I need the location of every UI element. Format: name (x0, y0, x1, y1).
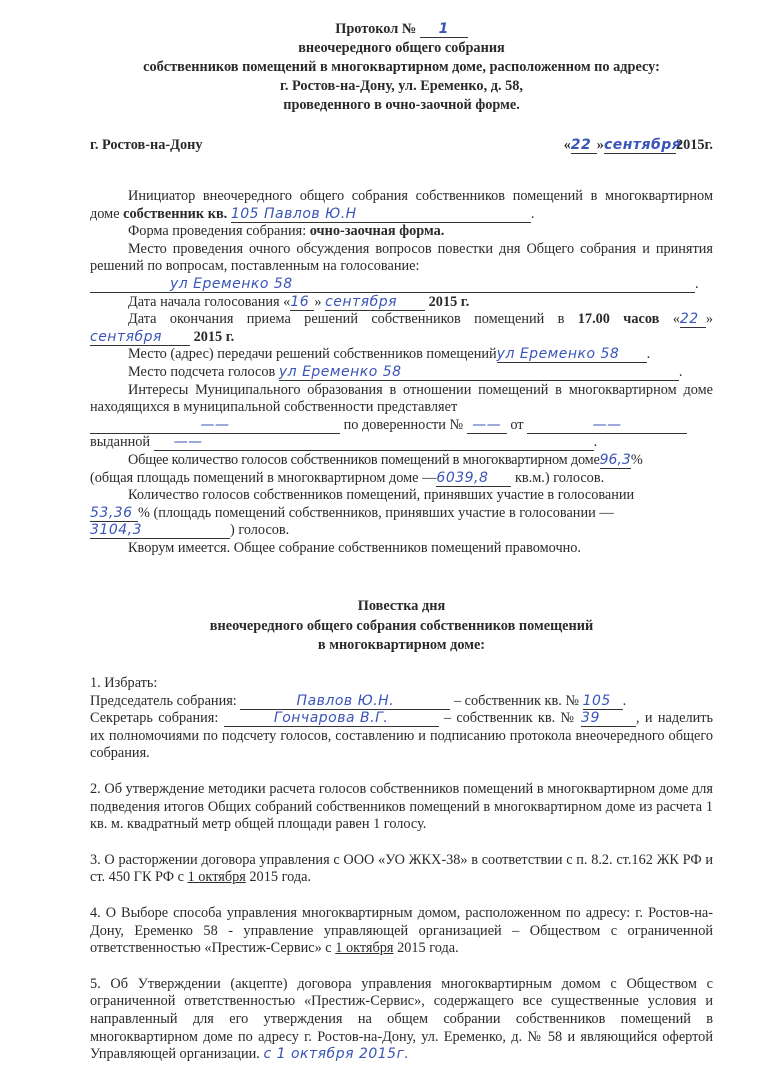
agenda-items: 1. Избрать: Председатель собрания: Павлов Ю.Н. – собственник кв. № 105 . Секретарь собрания: Гончарова В.Г. – собственник кв. № 39 , и наделить их полномочиями по подсчету голосов, составлению и подписанию протокола внеочередного общего собрания. 2. Об утверждение методики расчета голосов собственников помещений в многоквартирном доме для подведения итогов Общих собраний собственников помещений в многоквартирном доме из расчета 1 кв. м. квадратный метр общей площади равен 1 голосу. 3. О расторжении договора управления с ООО «УО ЖКХ-38» в соответствии с п. 8.2. ст.162 ЖК РФ и ст. 450 ГК РФ с 1 октября 2015 года. 4. О Выборе способа управления многоквартирным домом, расположенном по адресу: г. Ростов-на-Дону, Еременко 58 - управление управляющей организацией – Обществом с ограниченной ответственностью «Престиж-Сервис» с 1 октября 2015 года. 5. Об Утверждении (акцепте) договора управления многоквартирным домом с Обществом с ограниченной ответственностью «Престиж-Сервис», содержащего все существенные условия и направленный для его утверждения на общем собрании собственников помещений в многоквартирном доме по адресу г. Ростов-на-Дону, ул. Еременко, д. № 58 и являющийся офертой Управляющей организации. с 1 октября 2015г. (90, 675, 713, 1063)
agenda-item-4-date: 1 октября (335, 940, 394, 957)
end-day: 22 (680, 312, 706, 328)
part-area-text: (площадь помещений собственников, принявших участие в голосовании — (153, 504, 614, 521)
date-day: 22 (571, 138, 597, 154)
date-year: 2015г. (675, 137, 713, 153)
end-time: 17.00 часов (577, 311, 660, 328)
part-area: 3104,3 (90, 523, 230, 539)
protocol-number: 1 (420, 22, 468, 38)
city: г. Ростов-на-Дону (90, 137, 203, 153)
start-month: сентября (325, 295, 425, 311)
secretary-label: Секретарь собрания: (90, 710, 219, 727)
secretary-tail: – собственник кв. № (443, 710, 576, 727)
agenda-title: в многоквартирном доме: (317, 637, 486, 653)
agenda-item-5-handwritten: с 1 октября 2015г. (263, 1046, 410, 1063)
document-header (90, 20, 713, 115)
secretary-value: Гончарова В.Г. (224, 711, 439, 727)
initiator-text: Инициатор внеочередного общего собрания собственников помещений в многоквартирном доме (90, 188, 713, 222)
place-date-row: г. Ростов-на-Дону «22 »сентября2015г. (90, 137, 713, 153)
part-tail: ) голосов. (230, 522, 290, 539)
agenda-item-4: 4. О Выборе способа управления многоквартирным домом, расположенном по адресу: г. Ростов-на-Дону, Еременко 58 - управление управляющей организацией – Обществом с ограниченной ответственностью «Престиж-Сервис» с (90, 904, 713, 957)
agenda-title: Повестка дня (357, 598, 446, 614)
count-value: ул Еременко 58 (279, 365, 679, 381)
total-percent: 96,3 (599, 451, 631, 468)
transfer-label: Место (адрес) передачи решений собственников помещений (128, 346, 497, 363)
protocol-label: Протокол № (335, 21, 417, 37)
agenda-item-3-tail: 2015 года. (249, 869, 312, 886)
end-text: Дата окончания приема решений собственников помещений в (128, 311, 565, 328)
place-value: ул Еременко 58 (90, 277, 695, 293)
agenda-item-3-date: 1 октября (187, 869, 246, 886)
issued-value: —— (154, 435, 594, 451)
representative-value: —— (90, 418, 340, 434)
end-year: 2015 г. (193, 328, 235, 345)
proxy-label: по доверенности № (343, 416, 464, 433)
total-area: 6039,8 (436, 471, 511, 487)
from-label: от (510, 416, 524, 433)
initiator-bold: собственник кв. (123, 205, 228, 222)
start-day: 16 (290, 295, 314, 311)
quorum-text: Кворум имеется. Общее собрание собственников помещений правомочно. (128, 539, 582, 556)
header-address: г. Ростов-на-Дону, ул. Еременко, д. 58, (280, 78, 523, 94)
form-label: Форма проведения собрания: (128, 223, 307, 240)
agenda-item-4-tail: 2015 года. (397, 940, 459, 957)
proxy-date: —— (527, 418, 687, 434)
place-text: Место проведения очного обсуждения вопросов повестки дня Общего собрания и принятия решений по вопросам, поставленным на голосование: (90, 240, 713, 275)
header-line: проведенного в очно-заочной форме. (283, 97, 520, 113)
agenda-item-3: 3. О расторжении договора управления с ООО «УО ЖКХ-38» в соответствии с п. 8.2. ст.162 ЖК РФ и ст. 450 ГК РФ с (90, 851, 713, 886)
agenda-heading (90, 597, 713, 656)
end-month: сентября (90, 330, 190, 346)
header-line: собственников помещений в многоквартирном доме, расположенном по адресу: (143, 59, 660, 75)
agenda-item-1-rest: , и наделить их полномочиями по подсчету голосов, составлению и подписанию протокола внеочередного общего собрания. (90, 710, 713, 762)
total-area-unit: кв.м.) голосов. (514, 469, 605, 486)
part-percent: 53,36 (90, 506, 138, 522)
total-text: Общее количество голосов собственников помещений в многоквартирном доме (128, 451, 600, 468)
agenda-item-5: 5. Об Утверждении (акцепте) договора управления многоквартирным домом с Обществом с ограниченной ответственностью «Престиж-Сервис», содержащего все существенные условия и направленный для его утверждения на общем собрании собственников помещений в многоквартирном доме по адресу г. Ростов-на-Дону, ул. Еременко, д. № 58 и являющийся офертой Управляющей организации. (90, 975, 713, 1063)
initiator-value: 105 Павлов Ю.Н (231, 207, 531, 223)
issued-label: выданной (90, 434, 151, 451)
secretary-apartment: 39 (581, 711, 636, 727)
chair-tail: – собственник кв. № (453, 692, 579, 709)
start-year: 2015 г. (428, 293, 470, 310)
date-month: сентября (603, 137, 682, 153)
total-area-text: (общая площадь помещений в многоквартирном доме — (90, 469, 437, 486)
chair-apartment: 105 (583, 694, 623, 710)
header-line: внеочередного общего собрания (298, 40, 505, 56)
part-text: Количество голосов собственников помещений, принявших участие в голосовании (128, 487, 635, 504)
form-value: очно-заочная форма. (309, 223, 445, 240)
count-label: Место подсчета голосов (128, 363, 276, 380)
intro-section: Инициатор внеочередного общего собрания собственников помещений в многоквартирном доме собственник кв. 105 Павлов Ю.Н . Форма проведения собрания: очно-заочная форма. Место проведения очного обсуждения вопросов повестки дня Общего собрания и принятия решений по вопросам, поставленным на голосование: ул Еременко 58 . Дата начала голосования «16 » сентября 2015 г. Дата окончания приема решений собственников помещений в 17.00 часов «22 »сентября 2015 г. Место (адрес) передачи решений собственников помещенийул Еременко 58 . Место подсчета голосов ул Еременко 58 . Интересы Муниципального образования в отношении помещений в многоквартирном доме находящихся в муниципальной собственности представляет —— по доверенности № —— от —— выданной —— . Общее количество голосов собственников помещений в многоквартирном доме96,3% (общая площадь помещений в многоквартирном доме —6039,8 кв.м.) голосов. Количество голосов собственников помещений, принявших участие в голосовании 53,36 % (площадь помещений собственников, принявших участие в голосовании — 3104,3 ) голосов. Кворум имеется. Общее собрание собственников помещений правомочно. (90, 188, 714, 556)
agenda-item-2: 2. Об утверждение методики расчета голосов собственников помещений в многоквартирном доме для подведения итогов Общих собраний собственников помещений в многоквартирном доме из расчета 1 кв. м. квадратный метр общей площади равен 1 голосу. (90, 780, 713, 833)
chair-value: Павлов Ю.Н. (240, 694, 450, 710)
agenda-item-1-head: 1. Избрать: (90, 675, 158, 691)
transfer-value: ул Еременко 58 (497, 347, 647, 363)
start-label: Дата начала голосования « (128, 293, 291, 310)
chair-label: Председатель собрания: (90, 692, 237, 709)
proxy-number: —— (467, 418, 507, 434)
agenda-title: внеочередного общего собрания собственников помещений (209, 617, 594, 634)
municipal-text: Интересы Муниципального образования в отношении помещений в многоквартирном доме находящихся в муниципальной собственности представляет (90, 381, 713, 416)
